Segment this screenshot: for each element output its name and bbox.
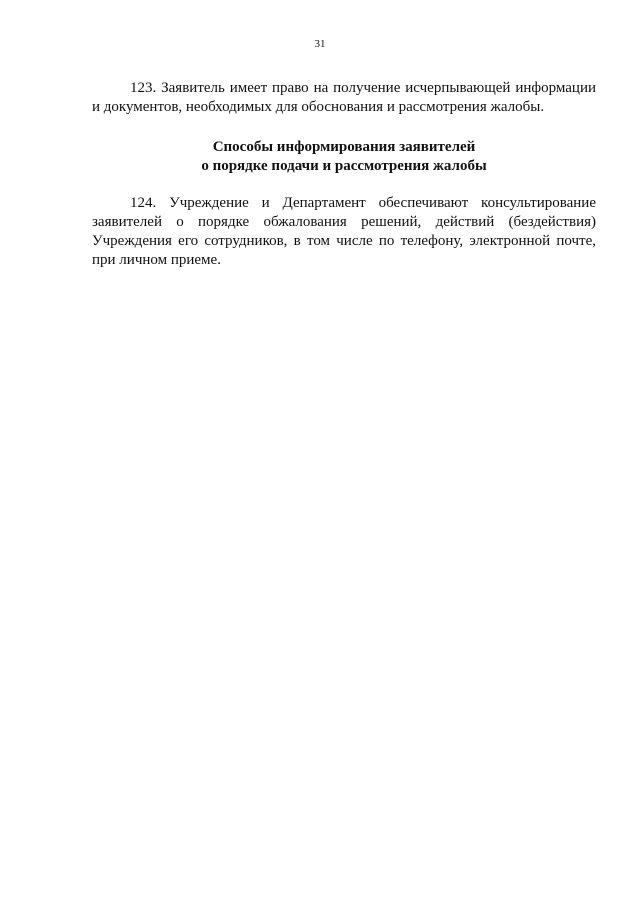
page-content bbox=[92, 79, 596, 270]
section-heading-line-1: Способы информирования заявителей bbox=[212, 139, 476, 155]
paragraph-123: 123. Заявитель имеет право на получение исчерпывающей информации и документов, необходимых для обоснования и рассмотрения жалобы. bbox=[92, 80, 596, 115]
section-heading-line-2: о порядке подачи и рассмотрения жалобы bbox=[201, 158, 487, 174]
paragraph-124: 124. Учреждение и Департамент обеспечивают консультирование заявителей о порядке обжалования решений, действий (бездействия) Учреждения его сотрудников, в том числе по телефону, электронной почте, при личном приеме. bbox=[92, 195, 596, 268]
section-heading bbox=[92, 138, 596, 176]
page-number: 31 bbox=[314, 38, 326, 50]
